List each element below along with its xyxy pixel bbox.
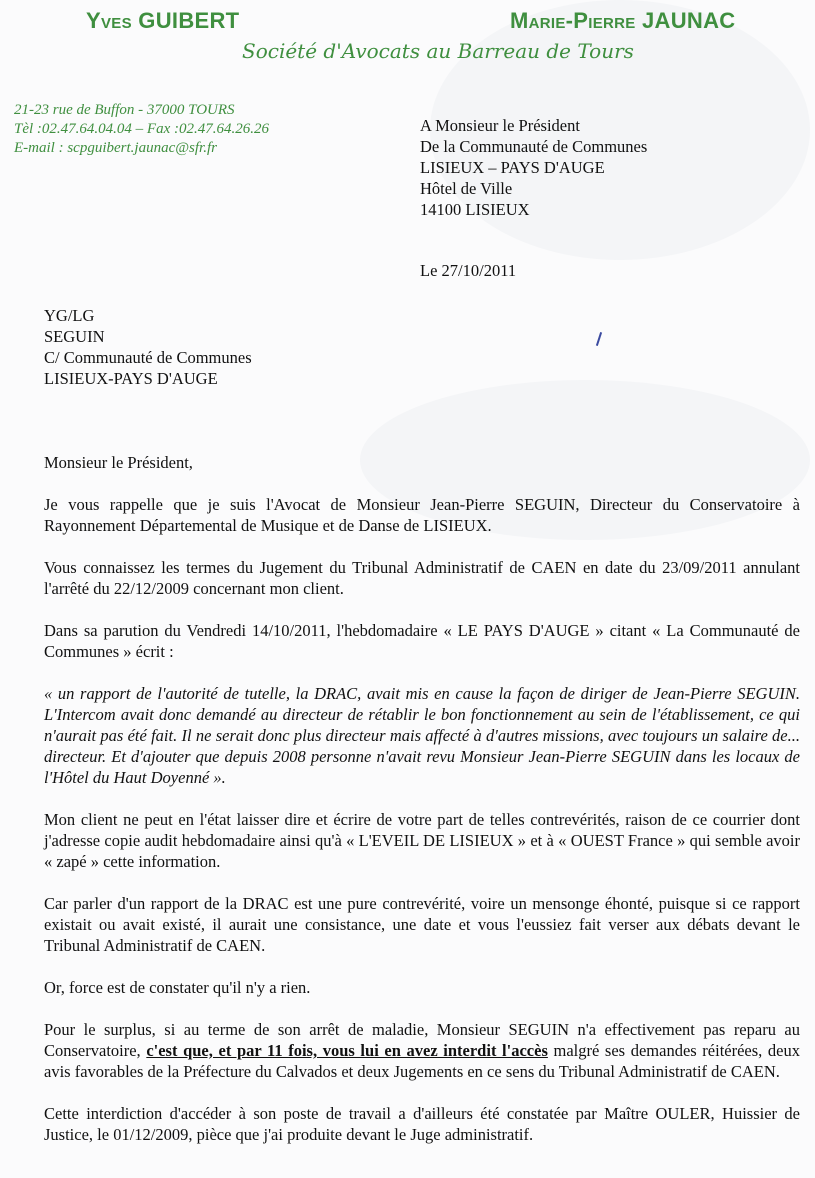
press-quote: « un rapport de l'autorité de tutelle, la DRAC, avait mis en cause la façon de diriger de Jean-Pierre SEGUIN. L'Intercom avait donc demandé au directeur de rétablir le bon fonctionnement au sein de l'établissement, ce qui n'aurait pas été fait. Il ne serait donc plus directeur mais affecté à d'autres missions, avec toujours un salaire de... directeur. Et d'ajouter que depuis 2008 personne n'avait revu Monsieur Jean-Pierre SEGUIN dans les locaux de l'Hôtel du Haut Doyenné ». [44, 684, 800, 787]
letter-body [44, 452, 800, 1166]
recipient-line: 14100 LISIEUX [420, 200, 530, 219]
body-paragraph: Je vous rappelle que je suis l'Avocat de Monsieur Jean-Pierre SEGUIN, Directeur du Conservatoire à Rayonnement Départemental de Musique et de Danse de LISIEUX. [44, 495, 800, 535]
pen-mark [596, 332, 602, 346]
body-paragraph [44, 1019, 800, 1082]
recipient-line: De la Communauté de Communes [420, 137, 648, 156]
body-paragraph: Mon client ne peut en l'état laisser dire et écrire de votre part de telles contrevérités, raison de ce courrier dont j'adresse copie audit hebdomadaire ainsi qu'à « L'EVEIL DE LISIEUX » et à « OUEST France » qui semble avoir « zapé » cette information. [44, 810, 800, 871]
lawyer-name-right: Marie-Pierre JAUNAC [510, 8, 736, 33]
letter-date: Le 27/10/2011 [420, 261, 517, 280]
reference-line: YG/LG [44, 306, 95, 325]
emphasized-text: c'est que, et par 11 fois, vous lui en avez interdit l'accès [146, 1041, 548, 1060]
reference-block [44, 305, 252, 389]
recipient-line: Hôtel de Ville [420, 179, 513, 198]
recipient-line: A Monsieur le Président [420, 116, 580, 135]
lawyer-name-left: Yves GUIBERT [86, 8, 240, 33]
body-paragraph: Dans sa parution du Vendredi 14/10/2011, l'hebdomadaire « LE PAYS D'AUGE » citant « La Communauté de Communes » écrit : [44, 621, 800, 661]
paragraph-text: Pour le surplus, si au terme de son arrêt de maladie, Monsieur SEGUIN n'a effectivement pas reparu au Conservatoire, [44, 1020, 800, 1060]
body-paragraph: Or, force est de constater qu'il n'y a rien. [44, 978, 311, 997]
firm-phone-fax: Tèl :02.47.64.04.04 – Fax :02.47.64.26.26 [14, 121, 269, 137]
body-paragraph: Car parler d'un rapport de la DRAC est une pure contrevérité, voire un mensonge éhonté, puisque si ce rapport existait ou avait existé, il aurait une consistance, une date et vous l'eussiez fait verser aux débats devant le Tribunal Administratif de CAEN. [44, 894, 800, 955]
body-paragraph: Cette interdiction d'accéder à son poste de travail a d'ailleurs été constatée par Maître OULER, Huissier de Justice, le 01/12/2009, pièce que j'ai produite devant le Juge administratif. [44, 1104, 800, 1144]
firm-email: E-mail : scpguibert.jaunac@sfr.fr [14, 140, 217, 156]
reference-line: SEGUIN [44, 327, 105, 346]
firm-name: Société d'Avocats au Barreau de Tours [242, 39, 634, 63]
reference-line: LISIEUX-PAYS D'AUGE [44, 369, 218, 388]
firm-contact-block [14, 101, 269, 158]
paragraph-text: malgré ses demandes réitérées, deux avis favorables de la Préfecture du Calvados et deux Jugements en ce sens du Tribunal Administratif de CAEN. [44, 1041, 800, 1081]
firm-address: 21-23 rue de Buffon - 37000 TOURS [14, 102, 235, 118]
salutation: Monsieur le Président, [44, 453, 193, 472]
recipient-line: LISIEUX – PAYS D'AUGE [420, 158, 605, 177]
reference-line: C/ Communauté de Communes [44, 348, 252, 367]
recipient-block [420, 115, 647, 220]
body-paragraph: Vous connaissez les termes du Jugement du Tribunal Administratif de CAEN en date du 23/09/2011 annulant l'arrêté du 22/12/2009 concernant mon client. [44, 558, 800, 598]
